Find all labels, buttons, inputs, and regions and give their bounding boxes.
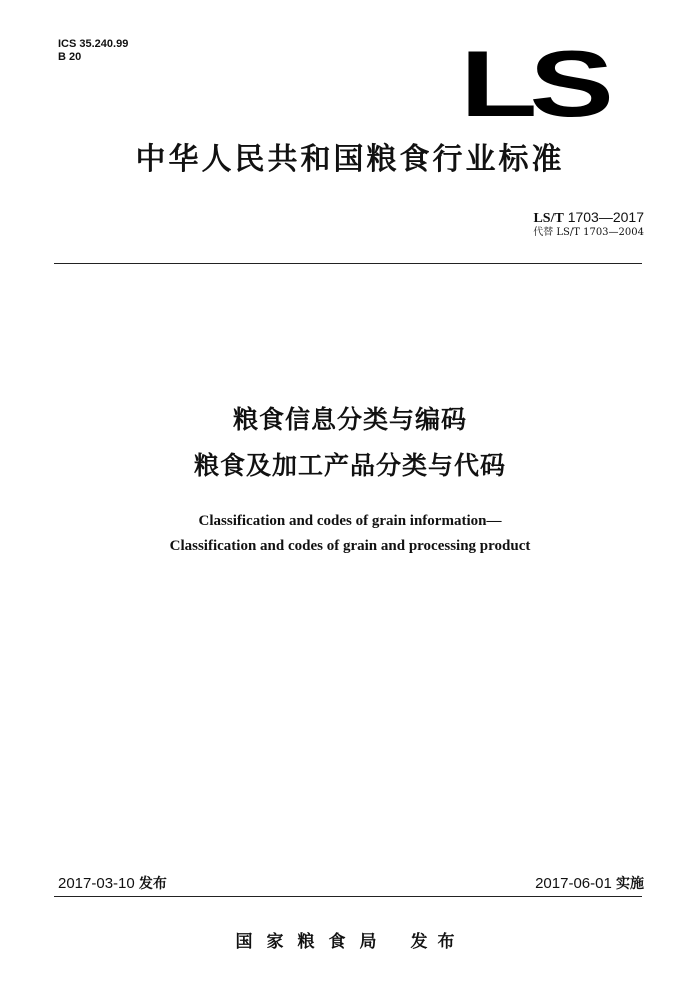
issue-date-value: 2017-03-10 [58,875,135,892]
standard-number-value: 1703—2017 [567,209,644,225]
standard-number [533,208,644,228]
ccs-code: B 20 [58,51,82,63]
replaces-standard: 代替 LS/T 1703—2004 [533,227,644,238]
issuer-action: 发布 [410,932,465,952]
bottom-divider [54,896,642,897]
implement-date-label: 实施 [616,876,644,892]
implement-date [535,875,644,893]
issuer [0,930,700,954]
classification-codes [58,38,128,64]
implement-date-value: 2017-06-01 [535,875,612,892]
title-en-line1: Classification and codes of grain information— [198,513,502,529]
ics-code: ICS 35.240.99 [58,38,129,50]
issue-date-label: 发布 [138,876,167,892]
issue-date [58,875,167,893]
top-divider [54,263,642,264]
title-en-line2: Classification and codes of grain and processing product [169,538,531,554]
title-zh-line1: 粮食信息分类与编码 [232,405,467,434]
issuer-organization: 国家粮食局 [235,932,391,952]
ls-logo: LS [460,31,606,136]
title-zh-line2: 粮食及加工产品分类与代码 [193,451,506,480]
standard-org-title: 中华人民共和国粮食行业标准 [135,142,565,177]
standard-prefix: LS/T [533,211,564,226]
